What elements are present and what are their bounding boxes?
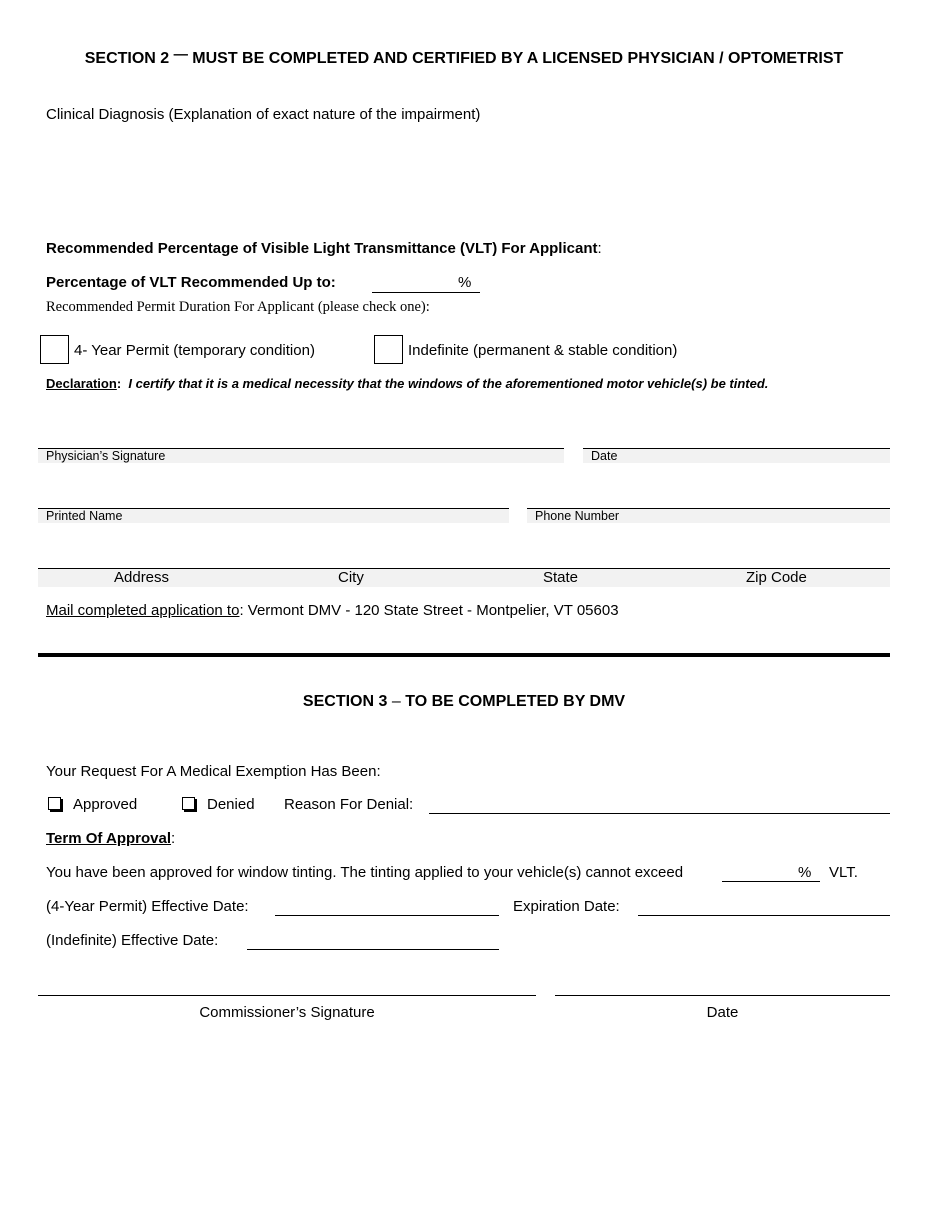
duration-label: Recommended Permit Duration For Applicant (please check one):: [46, 299, 430, 315]
printed-name-label: Printed Name: [46, 509, 123, 523]
request-status-label: Your Request For A Medical Exemption Has Been:: [46, 763, 381, 780]
address-line[interactable]: [38, 568, 890, 587]
approved-label: Approved: [73, 796, 138, 813]
clinical-diagnosis-field[interactable]: [46, 130, 890, 230]
option-4-year-label: 4- Year Permit (temporary condition): [74, 342, 315, 359]
denied-option[interactable]: [182, 796, 255, 813]
state-label: State: [543, 569, 579, 586]
four-year-effective-date-field[interactable]: [275, 915, 499, 916]
denied-label: Denied: [207, 796, 255, 813]
address-label: Address: [114, 569, 170, 586]
section-3-label: SECTION 3: [302, 693, 388, 710]
declaration: [46, 376, 768, 391]
vlt-heading-text: Recommended Percentage of Visible Light Transmittance (VLT) For Applicant: [46, 240, 598, 257]
physician-date-line[interactable]: [583, 448, 890, 463]
term-of-approval-label: Term Of Approval: [46, 830, 172, 847]
denied-checkbox[interactable]: [182, 797, 195, 810]
reason-for-denial-field[interactable]: [429, 813, 890, 814]
mail-label: Mail completed application to: [46, 602, 240, 619]
section-2-label: SECTION 2: [84, 50, 170, 67]
max-vlt-field[interactable]: [722, 864, 820, 882]
mail-address: : Vermont DMV - 120 State Street - Montpelier, VT 05603: [239, 602, 619, 619]
physician-signature-label: Physician’s Signature: [46, 449, 166, 463]
city-label: City: [338, 569, 364, 586]
section-3-heading: [0, 693, 928, 711]
phone-number-line[interactable]: [527, 508, 890, 523]
term-of-approval: [46, 830, 175, 847]
heading-dash: –: [391, 693, 401, 710]
section-2-heading: [0, 46, 928, 69]
vlt-heading: [46, 240, 602, 257]
indefinite-effective-date-field[interactable]: [247, 949, 499, 950]
declaration-label: Declaration: [46, 376, 117, 391]
vlt-suffix: VLT.: [829, 864, 858, 881]
vlt-up-to-field[interactable]: [372, 274, 480, 293]
zip-code-label: Zip Code: [746, 569, 807, 586]
approved-checkbox[interactable]: [48, 797, 61, 810]
expiration-date-field[interactable]: [638, 915, 890, 916]
max-vlt-percent-sign: %: [798, 864, 812, 881]
commissioner-date-line[interactable]: [555, 995, 890, 996]
physician-signature-line[interactable]: [38, 448, 564, 463]
commissioner-date-label: Date: [706, 1004, 739, 1021]
vlt-up-to-label: Percentage of VLT Recommended Up to:: [46, 274, 336, 291]
commissioner-signature-label: Commissioner’s Signature: [199, 1004, 375, 1021]
section-3-title: TO BE COMPLETED BY DMV: [405, 693, 626, 710]
declaration-text: I certify that it is a medical necessity that the windows of the aforementioned motor vehicle(s) be tinted.: [128, 376, 769, 391]
expiration-date-label: Expiration Date:: [513, 898, 620, 915]
vlt-heading-colon: :: [597, 240, 602, 257]
four-year-effective-date-label: (4-Year Permit) Effective Date:: [46, 898, 249, 915]
section-2-title: MUST BE COMPLETED AND CERTIFIED BY A LICENSED PHYSICIAN / OPTOMETRIST: [192, 50, 844, 67]
option-indefinite-label: Indefinite (permanent & stable condition): [408, 342, 678, 359]
indefinite-effective-date-label: (Indefinite) Effective Date:: [46, 932, 219, 949]
approved-statement: You have been approved for window tinting. The tinting applied to your vehicle(s) cannot exceed: [46, 864, 684, 881]
checkbox-indefinite[interactable]: [374, 335, 403, 364]
printed-name-line[interactable]: [38, 508, 509, 523]
checkbox-4-year[interactable]: [40, 335, 69, 364]
declaration-colon: :: [116, 376, 122, 391]
heading-dash: ─: [173, 44, 188, 66]
commissioner-signature-line[interactable]: [38, 995, 536, 996]
approved-option[interactable]: [48, 796, 137, 813]
vlt-percent-sign: %: [458, 274, 472, 291]
mail-instructions: [46, 602, 619, 619]
phone-number-label: Phone Number: [535, 509, 620, 523]
physician-date-label: Date: [591, 449, 618, 463]
section-divider: [38, 653, 890, 657]
clinical-diagnosis-label: Clinical Diagnosis (Explanation of exact nature of the impairment): [46, 106, 481, 123]
term-of-approval-colon: :: [171, 830, 176, 847]
reason-for-denial-label: Reason For Denial:: [284, 796, 414, 813]
